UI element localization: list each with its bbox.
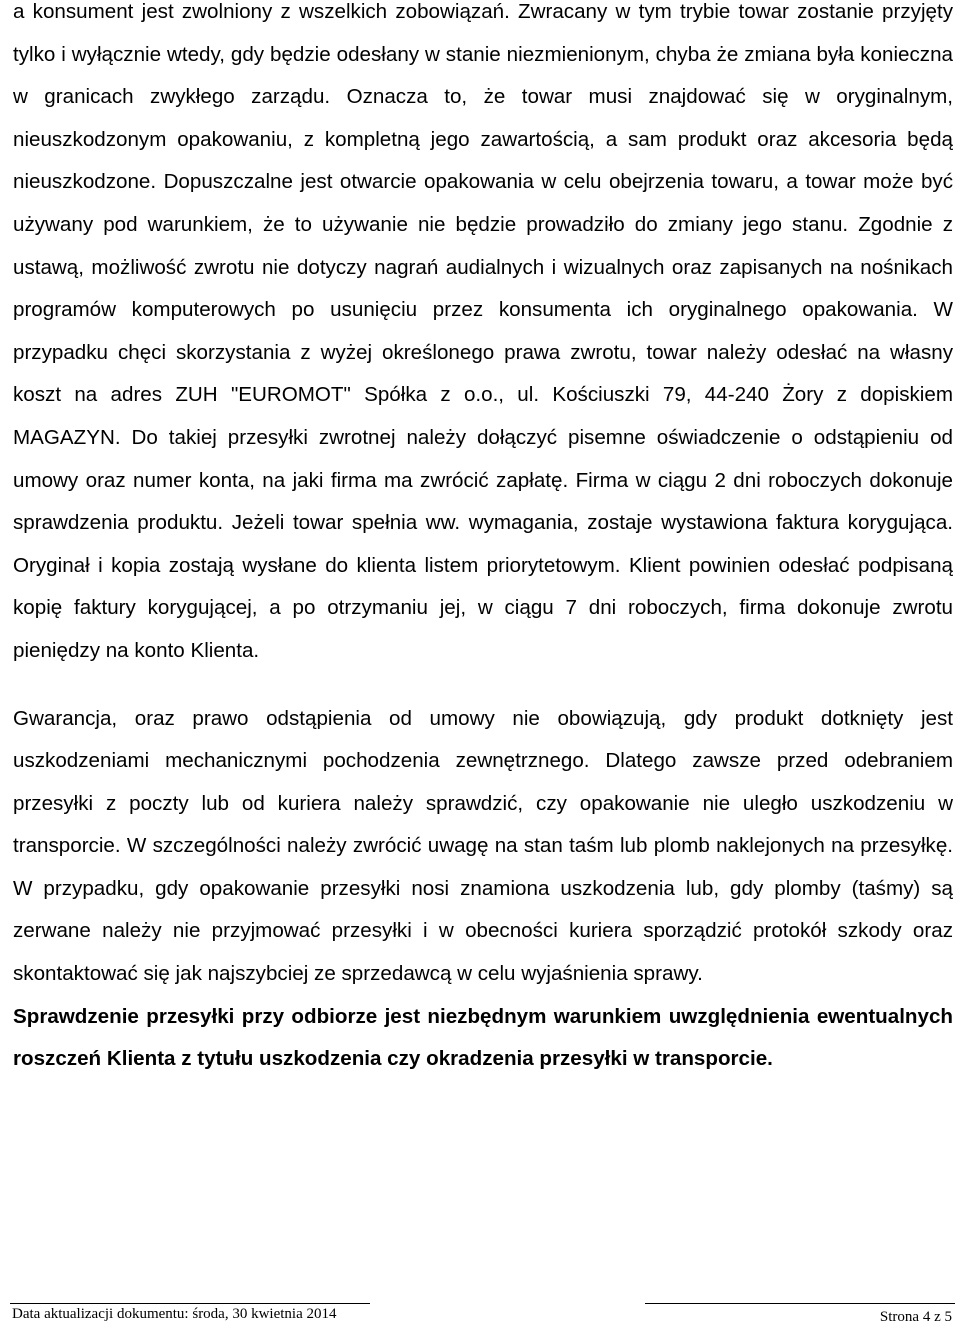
return-policy-paragraph: a konsument jest zwolniony z wszelkich zobowiązań. Zwracany w tym trybie towar zostanie przyjęty tylko i wyłącznie wtedy, gdy będzie odesłany w stanie niezmienionym, chyba że zmiana była konieczna w granicach zwykłego zarządu. Oznacza to, że towar musi znajdować się w oryginalnym, nieuszkodzonym opakowaniu, z kompletną jego zawartością, a sam produkt oraz akcesoria będą nieuszkodzone. Dopuszczalne jest otwarcie opakowania w celu obejrzenia towaru, a towar może być używany pod warunkiem, że to używanie nie będzie prowadziło do zmiany jego stanu. Zgodnie z ustawą, możliwość zwrotu nie dotyczy nagrań audialnych i wizualnych oraz zapisanych na nośnikach programów komputerowych po usunięciu przez konsumenta ich oryginalnego opakowania. W przypadku chęci skorzystania z wyżej określonego prawa zwrotu, towar należy odesłać na własny koszt na adres ZUH "EUROMOT" Spółka z o.o., ul. Kościuszki 79, 44-240 Żory z dopiskiem MAGAZYN. Do takiej przesyłki zwrotnej należy dołączyć pisemne oświadczenie o odstąpieniu od umowy oraz numer konta, na jaki firma ma zwrócić zapłatę. Firma w ciągu 2 dni roboczych dokonuje sprawdzenia produktu. Jeżeli towar spełnia ww. wymagania, zostaje wystawiona faktura korygująca. Oryginał i kopia zostają wysłane do klienta listem priorytetowym. Klient powinien odesłać podpisaną kopię faktury korygującej, a po otrzymaniu jej, w ciągu 7 dni roboczych, firma dokonuje zwrotu pieniędzy na konto Klienta. — [13, 0, 953, 662]
document-body — [13, 0, 953, 1081]
inspection-notice: Sprawdzenie przesyłki przy odbiorze jest niezbędnym warunkiem uwzględnienia ewentualnych roszczeń Klienta z tytułu uszkodzenia czy okradzenia przesyłki w transporcie. — [13, 1004, 953, 1071]
footer-divider-right — [645, 1303, 955, 1304]
footer-update-date: Data aktualizacji dokumentu: środa, 30 kwietnia 2014 — [12, 1306, 337, 1322]
warranty-paragraph: Gwarancja, oraz prawo odstąpienia od umowy nie obowiązują, gdy produkt dotknięty jest uszkodzeniami mechanicznymi pochodzenia zewnętrznego. Dlatego zawsze przed odebraniem przesyłki z poczty lub od kuriera należy sprawdzić, czy opakowanie nie uległo uszkodzeniu w transporcie. W szczególności należy zwrócić uwagę na stan taśm lub plomb naklejonych na przesyłkę. W przypadku, gdy opakowanie przesyłki nosi znamiona uszkodzenia lub, gdy plomby (taśmy) są zerwane należy nie przyjmować przesyłki i w obecności kuriera sporządzić protokół szkody oraz skontaktować się jak najszybciej ze sprzedawcą w celu wyjaśnienia sprawy. — [13, 706, 953, 986]
footer-divider-left — [10, 1303, 370, 1304]
footer-page-number: Strona 4 z 5 — [879, 1309, 952, 1325]
